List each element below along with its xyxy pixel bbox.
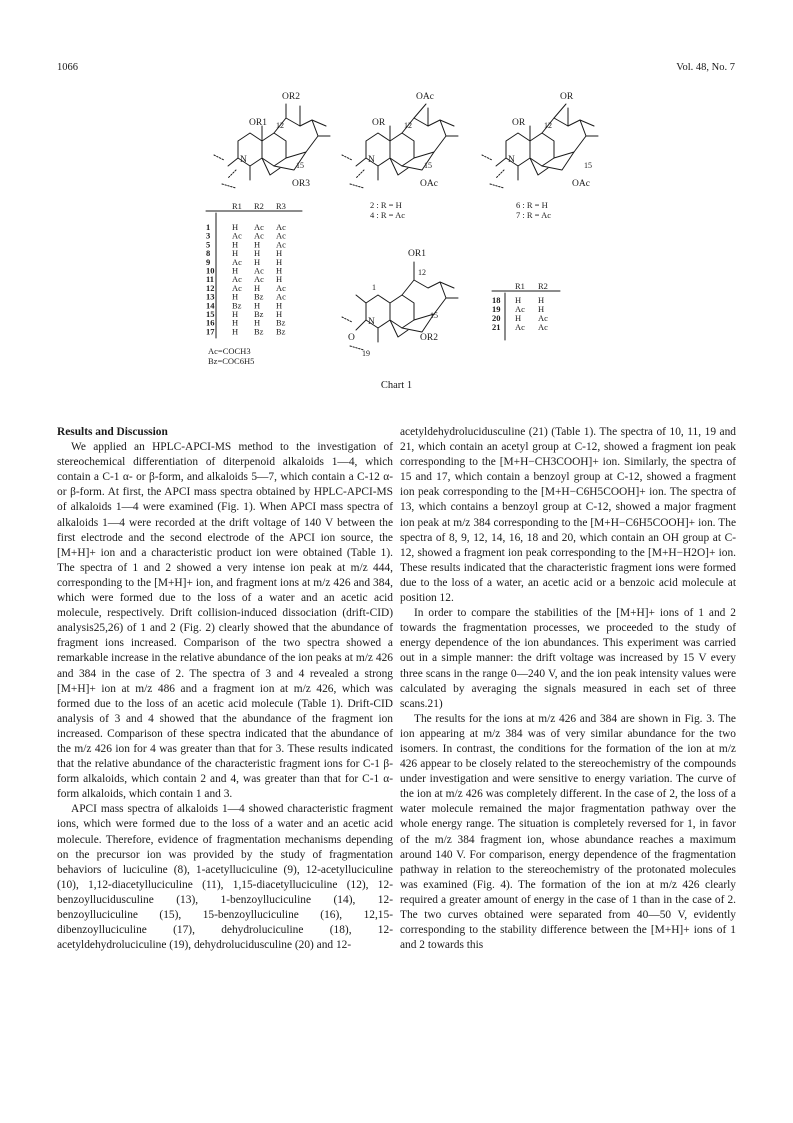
table-1-cell: H [232,239,239,250]
table-1-footnote-bz: Bz=COC6H5 [208,356,255,366]
table-2-cell: 19 [492,304,501,314]
table-1-cell: H [254,239,261,250]
structure-1 [214,104,330,188]
table-1-cell: 1 [206,222,211,232]
table-1-cell: H [232,265,239,276]
table-1-cell: H [276,248,283,259]
s4-position-15: 15 [430,311,438,320]
table-1-cell: Bz [254,309,264,319]
s2-top-label: OAc [416,92,434,102]
table-1-cell: H [254,317,261,328]
table-2-header-2: R2 [538,281,548,291]
s3-position-12: 12 [544,121,552,130]
s2-definition-2: 4 : R = Ac [370,210,406,220]
structure-2 [342,104,458,188]
table-1-cell: H [276,274,283,285]
s4-bottom-label: OR2 [420,333,438,343]
table-1-cell: H [232,291,239,302]
table-1-cell: 15 [206,309,215,319]
table-2-cell: Ac [538,313,548,323]
table-1-cell: 16 [206,317,215,328]
table-1-cell: Ac [232,230,242,241]
chart-caption: Chart 1 [380,380,413,391]
table-1-cell: 13 [206,291,215,302]
table-1-cell: Ac [276,239,286,250]
table-1-cell: H [232,222,239,232]
table-1-cell: Bz [276,317,286,328]
table-1-cell: H [276,309,283,319]
table-1-cell: H [254,282,261,293]
table-1-cell: 11 [206,274,215,285]
structure-4 [342,262,458,350]
table-1-cell: Ac [276,230,286,241]
table-1-cell: Bz [254,326,264,337]
table-1-header-2: R2 [254,201,264,211]
s3-bottom-label: OAc [572,179,590,189]
structure-3 [482,104,598,188]
s2-bottom-label: OAc [420,179,438,189]
s1-left-label: OR1 [249,118,267,128]
table-1-cell: H [276,256,283,267]
table-2-header-1: R1 [515,281,525,291]
table-1-cell: Ac [232,256,242,267]
s4-position-12: 12 [418,268,426,277]
left-paragraph-1: We applied an HPLC-APCI-MS method to the investigation of stereochemical differentiation of diterpenoid alkaloids 1—4, which contain a C-1 α- or β-form, and alkaloids 5—7, which contain a C-12 α- or β-form. At first, the APCI mass spectra obtained by HPLC-APCI-MS of alkaloids 1—4 were examined (Fig. 1). When APCI mass spectra of alkaloids 1—4 were recorded at the drift voltage of 140 V between the first electrode and the second electrode of the APCI ion source, the [M+H]+ ion and a characteristic product ion were obtained (Table 1). The spectra of 1 and 2 showed a very intense ion peak at m/z 444, corresponding to the [M+H]+ ion, and fragment ions at m/z 426 and 384, which were formed due to the loss of a water and an acetic acid molecule, respectively. Drift collision-induced dissociation (drift-CID) analysis25,26) of 1 and 2 (Fig. 2) clearly showed that the abundance of fragment ions increased. Comparison of the two spectra showed a remarkable increase in the relative abundance of the ion peaks at m/z 426 and 384 in the case of 2. The spectra of 3 and 4 revealed a strong [M+H]+ ion at m/z 486 and a fragment ion at m/z 426, which was formed due to the loss of an acetic acid molecule (Table 1). Drift-CID analysis of 3 and 4 showed that the abundance of the fragment ion increased. Comparison of these spectra indicated that the abundance of the m/z 426 ion for 4 was greater than that for 3. These results indicated that the relative abundance of the characteristic fragment ions for C-1 β-form alkaloids, which contain 2 and 4, was greater than that for C-1 α-form alkaloids, which contain 1 and 3. [57,441,393,801]
table-1-cell: 10 [206,265,215,276]
table-1-cell: H [276,300,283,311]
substituent-table-2 [492,281,548,332]
table-1-footnote-ac: Ac=COCH3 [208,346,251,356]
table-1-cell: H [254,300,261,311]
s2-definition-1: 2 : R = H [370,200,402,210]
right-paragraph-1: acetyldehydrolucidusculine (21) (Table 1). The spectra of 10, 11, 19 and 21, which contain an acetyl group at C-12, showed a fragment ion peak corresponding to the [M+H−CH3COOH]+ ion. Similarly, the spectra of 15 and 17, which contain a benzoyl group at C-12, showed a fragment ion peak corresponding to the [M+H−C6H5COOH]+ ion. The spectra of 13, which contains a benzoyl group at C-12, showed a major fragment ion peak at m/z 384 corresponding to the [M+H−C6H5COOH]+ ion. The spectra of 8, 9, 12, 14, 16, 18 and 20, which contain an OH group at C-12, showed a fragment ion peak corresponding to the [M+H−H2O]+ ion. These results indicated that the characteristic fragment ions were formed due to the loss of a water, an acetic acid or a benzoic acid molecule at position 12. [400,426,736,605]
table-2-cell: H [515,313,522,323]
s3-left-label: OR [512,118,526,128]
table-2-cell: H [538,295,545,305]
table-1-cell: Ac [276,282,286,293]
s3-nitrogen: N [508,155,515,165]
table-1-cell: H [232,326,239,337]
table-1-cell: Ac [232,274,242,285]
s2-left-label: OR [372,118,386,128]
table-2-cell: H [515,295,522,305]
s1-top-label: OR2 [282,92,300,102]
table-1-cell: 8 [206,248,211,259]
chart-1-structures [0,0,793,380]
right-paragraph-3: The results for the ions at m/z 426 and 384 are shown in Fig. 3. The ion appearing at m/z 384 was of very similar abundance for the two isomers. In contrast, the conditions for the formation of the ion at m/z 426 appear to be closely related to the stereochemistry of the compounds under investigation and were sensitive to energy variation. The curve of the ion at m/z 426 was completely different. In the case of 2, the loss of a water molecule remained the major fragmentation pathway over the whole energy range. The situation is completely reversed for 1, in favor of the m/z 384 fragment ion, whose abundance reaches a maximum around 140 V. For comparison, energy dependence of the fragmentation pathway in relation to the stereochemistry of the protonated molecules was examined (Fig. 4). The formation of the ion at m/z 426 clearly required a greater amount of energy in the case of 1 than in the case of 2. The two curves obtained were separated from 40—50 V, evidently corresponding to the stability difference between the [M+H]+ ions of 1 and 2 towards this [400,712,736,952]
table-1-cell: H [276,265,283,276]
table-1-cell: Ac [276,291,286,302]
s3-definition-1: 6 : R = H [516,200,548,210]
table-1-cell: H [232,317,239,328]
s3-position-15: 15 [584,161,592,170]
table-2-cell: 18 [492,295,501,305]
s2-nitrogen: N [368,155,375,165]
right-paragraph-2: In order to compare the stabilities of the [M+H]+ ions of 1 and 2 towards the fragmentation processes, we proceeded to the study of energy dependence of the ion abundances. This experiment was carried out in a simple manner: the drift voltage was increased by 15 V every three scans in the range 0—240 V, and the ion peak intensity values were calculated by averaging the signals measured in each set of three scans.21) [400,607,736,710]
s2-position-15: 15 [424,161,432,170]
substituent-table-1 [206,201,286,336]
table-1-cell: Bz [232,300,242,311]
s3-definition-2: 7 : R = Ac [516,210,552,220]
table-1-cell: Ac [232,282,242,293]
table-1-cell: 3 [206,230,211,241]
s4-nitrogen: N [368,317,375,327]
table-2-cell: Ac [538,322,548,332]
table-1-cell: 12 [206,282,215,293]
s3-top-label: OR [560,92,574,102]
s4-position-1: 1 [372,283,376,292]
s1-position-12: 12 [276,121,284,130]
table-1-header-1: R1 [232,201,242,211]
table-2-cell: 20 [492,313,501,323]
table-2-cell: H [538,304,545,314]
s1-nitrogen: N [240,155,247,165]
table-1-cell: H [232,248,239,259]
journal-issue: Vol. 48, No. 7 [676,62,735,73]
s4-position-19: 19 [362,349,370,358]
left-column [57,425,393,953]
section-heading: Results and Discussion [57,426,168,438]
table-1-header-3: R3 [276,201,286,211]
table-1-cell: 5 [206,239,211,250]
s4-oxygen: O [348,333,355,343]
left-paragraph-2: APCI mass spectra of alkaloids 1—4 showed characteristic fragment ions, which were formed due to the loss of a water and an acetic acid molecule. Therefore, evidence of fragmentation mechanisms depending on the precursor ion was provided by the study of fragmentation behaviors of luciculine (8), 1-acetylluciculine (9), 12-acetylluciculine (10), 1,12-diacetylluciculine (11), 1,15-diacetylluciculine (12), 12-benzoyllucidusculine (13), 1-benzoylluciculine (14), 12-benzoylluciculine (15), 15-benzoylluciculine (16), 12,15-dibenzoylluciculine (17), dehydroluciculine (18), 12-acetyldehydroluciculine (19), dehydrolucidusculine (20) and 12- [57,803,393,952]
table-1-cell: H [254,256,261,267]
table-2-cell: 21 [492,322,501,332]
s1-position-15: 15 [296,161,304,170]
table-1-cell: Ac [276,222,286,232]
table-1-cell: Ac [254,230,264,241]
right-column [400,425,736,953]
table-1-cell: Ac [254,265,264,276]
table-2-cell: Ac [515,304,525,314]
table-1-cell: H [254,248,261,259]
s2-position-12: 12 [404,121,412,130]
table-2-cell: Ac [515,322,525,332]
table-1-cell: 17 [206,326,215,337]
table-1-cell: Bz [254,291,264,302]
table-1-cell: Bz [276,326,286,337]
page-number: 1066 [57,62,78,73]
table-1-cell: Ac [254,222,264,232]
s4-top-label: OR1 [408,249,426,259]
table-1-cell: 9 [206,256,211,267]
table-1-cell: H [232,309,239,319]
table-1-cell: 14 [206,300,215,311]
table-1-cell: Ac [254,274,264,285]
s1-bottom-label: OR3 [292,179,310,189]
